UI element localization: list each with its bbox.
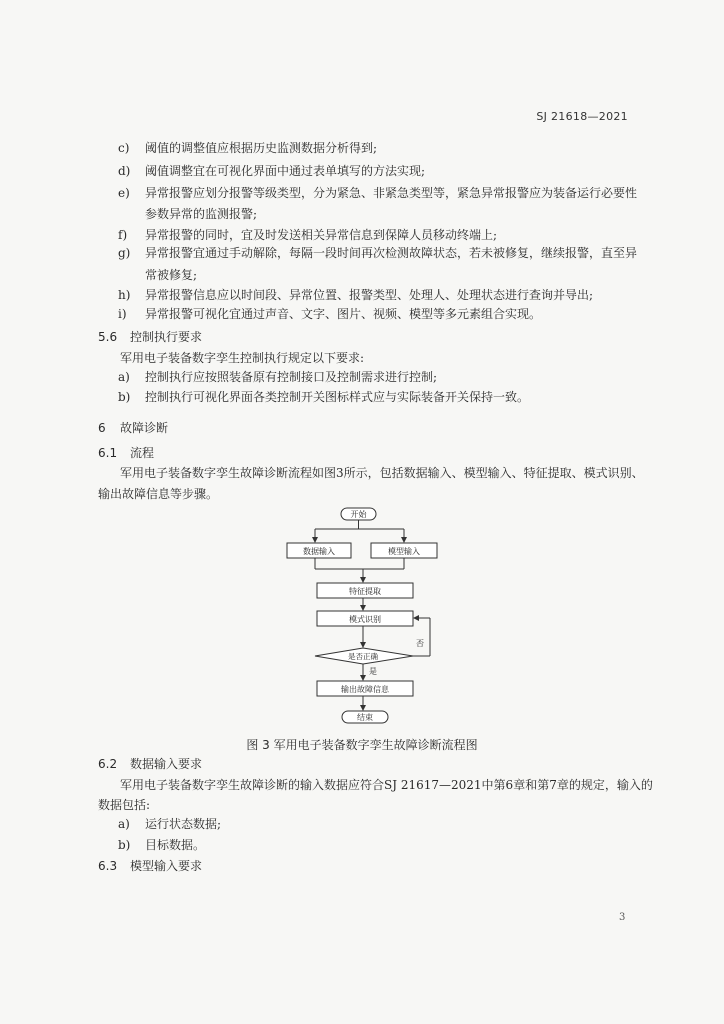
- section-number: 6.2: [98, 757, 118, 771]
- list-label: a): [118, 817, 130, 831]
- section-heading-5-6: [98, 328, 202, 345]
- list-text: 异常报警可视化宜通过声音、文字、图片、视频、模型等多元素组合实现。: [145, 307, 542, 321]
- list-continuation: 常被修复;: [145, 268, 198, 282]
- list-continuation: 参数异常的监测报警;: [145, 207, 258, 221]
- pattern-recognition-label: 模式识别: [349, 615, 381, 624]
- paragraph-continuation: 数据包括:: [98, 798, 151, 812]
- model-input-label: 模型输入: [388, 547, 420, 556]
- decision-label: 是否正确: [348, 652, 378, 661]
- no-label: 否: [416, 639, 424, 648]
- list-label: g): [118, 246, 131, 260]
- section-title: 数据输入要求: [130, 757, 203, 771]
- section-title: 故障诊断: [120, 421, 169, 435]
- section-title: 控制执行要求: [130, 330, 203, 344]
- list-text: 异常报警信息应以时间段、异常位置、报警类型、处理人、处理状态进行查询并导出;: [145, 288, 594, 302]
- list-label: e): [118, 186, 130, 200]
- output-fault-info-label: 输出故障信息: [341, 685, 389, 694]
- section-heading-6-2: [98, 755, 202, 772]
- list-text: 控制执行应按照装备原有控制接口及控制需求进行控制;: [145, 370, 438, 384]
- list-text: 异常报警的同时，宜及时发送相关异常信息到保障人员移动终端上;: [145, 228, 498, 242]
- list-label: d): [118, 164, 131, 178]
- list-text: 阈值的调整值应根据历史监测数据分析得到;: [145, 141, 378, 155]
- list-text: 异常报警应划分报警等级类型，分为紧急、非紧急类型等，紧急异常报警应为装备运行必要性: [145, 186, 638, 200]
- list-label: h): [118, 288, 131, 302]
- yes-label: 是: [369, 667, 377, 676]
- data-input-label: 数据输入: [303, 547, 335, 556]
- list-text: 控制执行可视化界面各类控制开关图标样式应与实际装备开关保持一致。: [145, 390, 530, 404]
- section-title: 流程: [130, 446, 155, 460]
- list-text: 运行状态数据;: [145, 817, 222, 831]
- standard-code: SJ 21618—2021: [536, 110, 628, 123]
- list-label: i): [118, 307, 127, 321]
- page-number: 3: [619, 912, 626, 923]
- section-title: 模型输入要求: [130, 859, 203, 873]
- feature-extract-label: 特征提取: [349, 587, 381, 596]
- paragraph-continuation: 输出故障信息等步骤。: [98, 487, 219, 501]
- list-label: a): [118, 370, 130, 384]
- paragraph: 军用电子装备数字孪生控制执行规定以下要求:: [120, 351, 365, 365]
- section-heading-6-1: [98, 444, 154, 461]
- paragraph: 军用电子装备数字孪生故障诊断流程如图3所示，包括数据输入、模型输入、特征提取、模式识别、: [120, 466, 644, 480]
- figure-caption: 图 3 军用电子装备数字孪生故障诊断流程图: [246, 738, 478, 752]
- list-text: 阈值调整宜在可视化界面中通过表单填写的方法实现;: [145, 164, 426, 178]
- section-number: 5.6: [98, 330, 118, 344]
- list-text: 异常报警宜通过手动解除，每隔一段时间再次检测故障状态，若未被修复，继续报警，直至异: [145, 246, 638, 260]
- list-label: f): [118, 228, 128, 242]
- section-number: 6.1: [98, 446, 118, 460]
- section-heading-6: [98, 419, 168, 436]
- section-heading-6-3: [98, 857, 202, 874]
- paragraph: 军用电子装备数字孪生故障诊断的输入数据应符合SJ 21617—2021中第6章和第7章的规定，输入的: [120, 778, 653, 792]
- list-label: b): [118, 390, 131, 404]
- list-label: b): [118, 838, 131, 852]
- section-number: 6: [98, 421, 106, 435]
- list-label: c): [118, 141, 130, 155]
- section-number: 6.3: [98, 859, 118, 873]
- list-text: 目标数据。: [145, 838, 206, 852]
- fault-diagnosis-flowchart: [270, 503, 470, 725]
- end-label: 结束: [357, 713, 373, 722]
- start-label: 开始: [350, 510, 367, 519]
